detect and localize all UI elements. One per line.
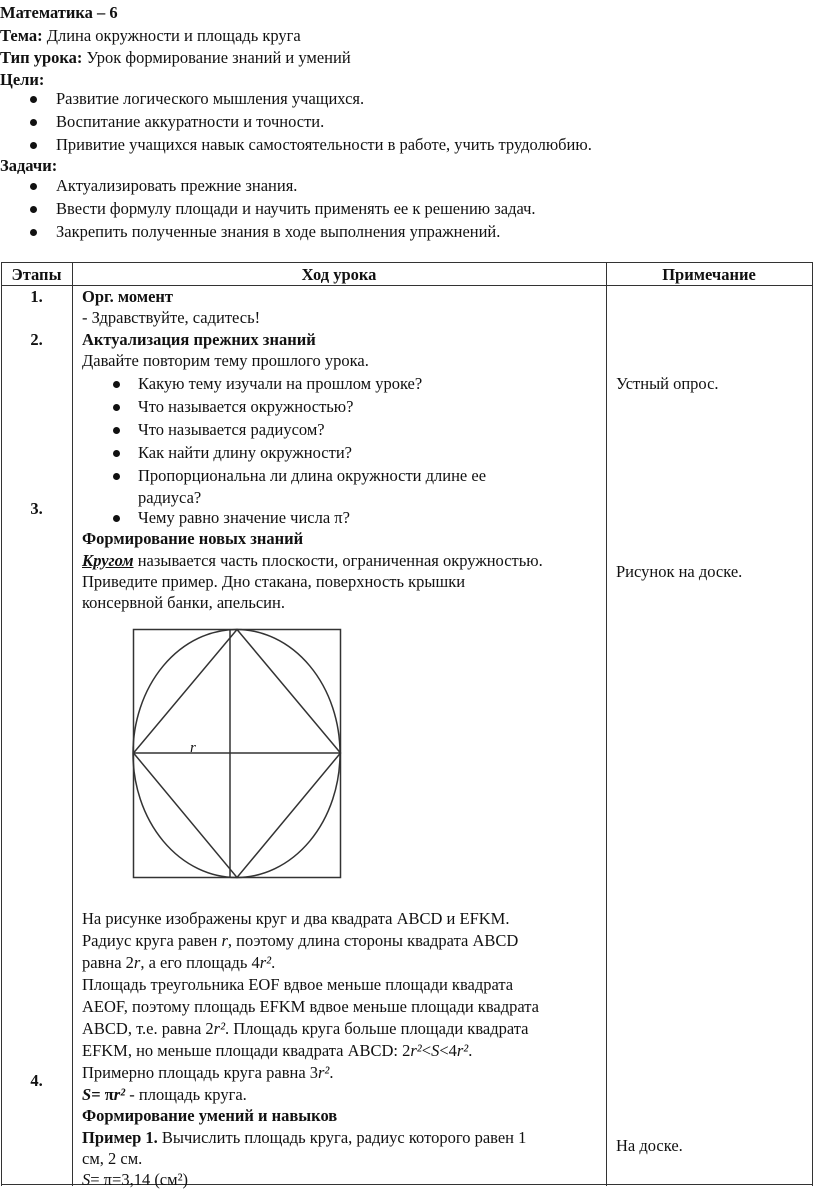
text: < xyxy=(421,1041,432,1060)
task-item: Закрепить полученные знания в ходе выполнения упражнений. xyxy=(56,222,501,241)
stage-number: 1. xyxy=(30,287,43,306)
explanation-line: На рисунке изображены круг и два квадрата ABCD и EFKM. xyxy=(82,909,510,928)
stage2-intro: Давайте повторим тему прошлого урока. xyxy=(82,351,369,370)
bullet-icon xyxy=(30,206,37,213)
explanation-line xyxy=(82,1041,472,1061)
stage4-title: Формирование умений и навыков xyxy=(82,1106,338,1125)
text: . xyxy=(271,953,276,972)
column-header-notes: Примечание xyxy=(662,265,756,284)
text: ABCD, т.е. равна 2 xyxy=(82,1019,214,1038)
formula-text: - площадь круга. xyxy=(125,1085,247,1104)
example-1-cont: см, 2 см. xyxy=(82,1149,143,1168)
stage-number: 2. xyxy=(30,330,43,349)
var-r-squared: r² xyxy=(213,1019,226,1038)
text: , поэтому длина стороны квадрата ABCD xyxy=(227,931,519,950)
topic-value: Длина окружности и площадь круга xyxy=(46,26,301,45)
column-header-lesson-flow: Ход урока xyxy=(301,265,377,284)
var-s: S xyxy=(431,1041,440,1060)
subject-title: Математика – 6 xyxy=(0,3,118,22)
explanation-line xyxy=(82,1063,334,1083)
explanation-line xyxy=(82,1019,529,1039)
question-item: Какую тему изучали на прошлом уроке? xyxy=(138,374,423,393)
tasks-title: Задачи: xyxy=(0,156,58,175)
bullet-icon xyxy=(30,142,37,149)
var-r-squared: r² xyxy=(410,1041,422,1060)
text: . xyxy=(468,1041,473,1060)
note-on-board: На доске. xyxy=(616,1136,683,1155)
text: , а его площадь 4 xyxy=(140,953,260,972)
bullet-icon xyxy=(113,404,120,411)
example-1 xyxy=(82,1128,526,1148)
task-item: Актуализировать прежние знания. xyxy=(56,176,298,195)
table-border-left xyxy=(1,262,2,1186)
var-r: r xyxy=(133,953,141,972)
text: . xyxy=(329,1063,334,1082)
bullet-icon xyxy=(113,381,120,388)
table-border-right xyxy=(812,262,813,1186)
lesson-type-value: Урок формирование знаний и умений xyxy=(86,48,351,67)
example-line: Приведите пример. Дно стакана, поверхность крышки xyxy=(82,572,466,591)
question-item: Чему равно значение числа π? xyxy=(138,508,350,527)
example-line: консервной банки, апельсин. xyxy=(82,593,285,612)
var-r-squared: r² xyxy=(456,1041,469,1060)
circle-definition xyxy=(82,551,543,571)
goals-title: Цели: xyxy=(0,70,45,89)
text: Радиус круга равен xyxy=(82,931,222,950)
stage1-text: - Здравствуйте, садитесь! xyxy=(82,308,261,327)
stage-number: 3. xyxy=(30,499,43,518)
example-1-answer xyxy=(82,1170,188,1190)
var-r-squared: r² xyxy=(113,1085,126,1104)
note-oral-survey: Устный опрос. xyxy=(616,374,719,393)
bullet-icon xyxy=(113,427,120,434)
bullet-icon xyxy=(113,450,120,457)
header-row-divider xyxy=(1,285,812,286)
goal-item: Развитие логического мышления учащихся. xyxy=(56,89,365,108)
formula-eq: = π xyxy=(91,1085,114,1104)
bullet-icon xyxy=(113,473,120,480)
text: равна 2 xyxy=(82,953,134,972)
table-border-top xyxy=(1,262,812,263)
stage2-title: Актуализация прежних знаний xyxy=(82,330,316,349)
var-r: r xyxy=(221,931,228,950)
question-item-continuation: радиуса? xyxy=(138,488,202,507)
column-divider-1 xyxy=(72,262,73,1186)
column-divider-2 xyxy=(606,262,607,1186)
radius-label: r xyxy=(190,740,196,756)
var-s: S xyxy=(82,1170,91,1189)
bullet-icon xyxy=(30,183,37,190)
topic-key: Тема: xyxy=(0,26,43,45)
text: <4 xyxy=(439,1041,457,1060)
task-item: Ввести формулу площади и научить применять ее к решению задач. xyxy=(56,199,536,218)
answer-text: = π=3,14 (см²) xyxy=(90,1170,189,1189)
explanation-line: AEOF, поэтому площадь EFKM вдвое меньше площади квадрата xyxy=(82,997,539,1016)
note-figure-on-board: Рисунок на доске. xyxy=(616,562,743,581)
area-formula xyxy=(82,1085,247,1105)
question-item: Как найти длину окружности? xyxy=(138,443,352,462)
bullet-icon xyxy=(30,229,37,236)
var-r-squared: r² xyxy=(318,1063,330,1082)
text: Примерно площадь круга равна 3 xyxy=(82,1063,319,1082)
question-item: Пропорциональна ли длина окружности длине ее xyxy=(138,466,487,485)
example-label: Пример 1. xyxy=(82,1128,158,1147)
column-header-stages: Этапы xyxy=(11,265,62,284)
stage3-title: Формирование новых знаний xyxy=(82,529,304,548)
definition-text: называется часть плоскости, ограниченная окружностью. xyxy=(133,551,543,570)
bullet-icon xyxy=(113,515,120,522)
bullet-icon xyxy=(30,119,37,126)
var-s: S xyxy=(82,1085,92,1104)
example-text: Вычислить площадь круга, радиус которого равен 1 xyxy=(157,1128,527,1147)
term-circle: Кругом xyxy=(82,551,134,570)
text: . Площадь круга больше площади квадрата xyxy=(225,1019,529,1038)
goal-item: Воспитание аккуратности и точности. xyxy=(56,112,325,131)
var-r-squared: r² xyxy=(259,953,272,972)
question-item: Что называется радиусом? xyxy=(138,420,325,439)
explanation-line xyxy=(82,953,275,973)
goal-item: Привитие учащихся навык самостоятельности в работе, учить трудолюбию. xyxy=(56,135,592,154)
lesson-type-line xyxy=(0,48,351,68)
text: EFKM, но меньше площади квадрата ABCD: 2 xyxy=(82,1041,411,1060)
circle-squares-figure xyxy=(130,626,344,881)
explanation-line xyxy=(82,931,518,951)
bullet-icon xyxy=(30,96,37,103)
lesson-type-key: Тип урока: xyxy=(0,48,83,67)
question-item: Что называется окружностью? xyxy=(138,397,354,416)
explanation-line: Площадь треугольника EOF вдвое меньше площади квадрата xyxy=(82,975,514,994)
stage-number: 4. xyxy=(30,1071,43,1090)
topic-line xyxy=(0,26,301,46)
stage1-title: Орг. момент xyxy=(82,287,174,306)
